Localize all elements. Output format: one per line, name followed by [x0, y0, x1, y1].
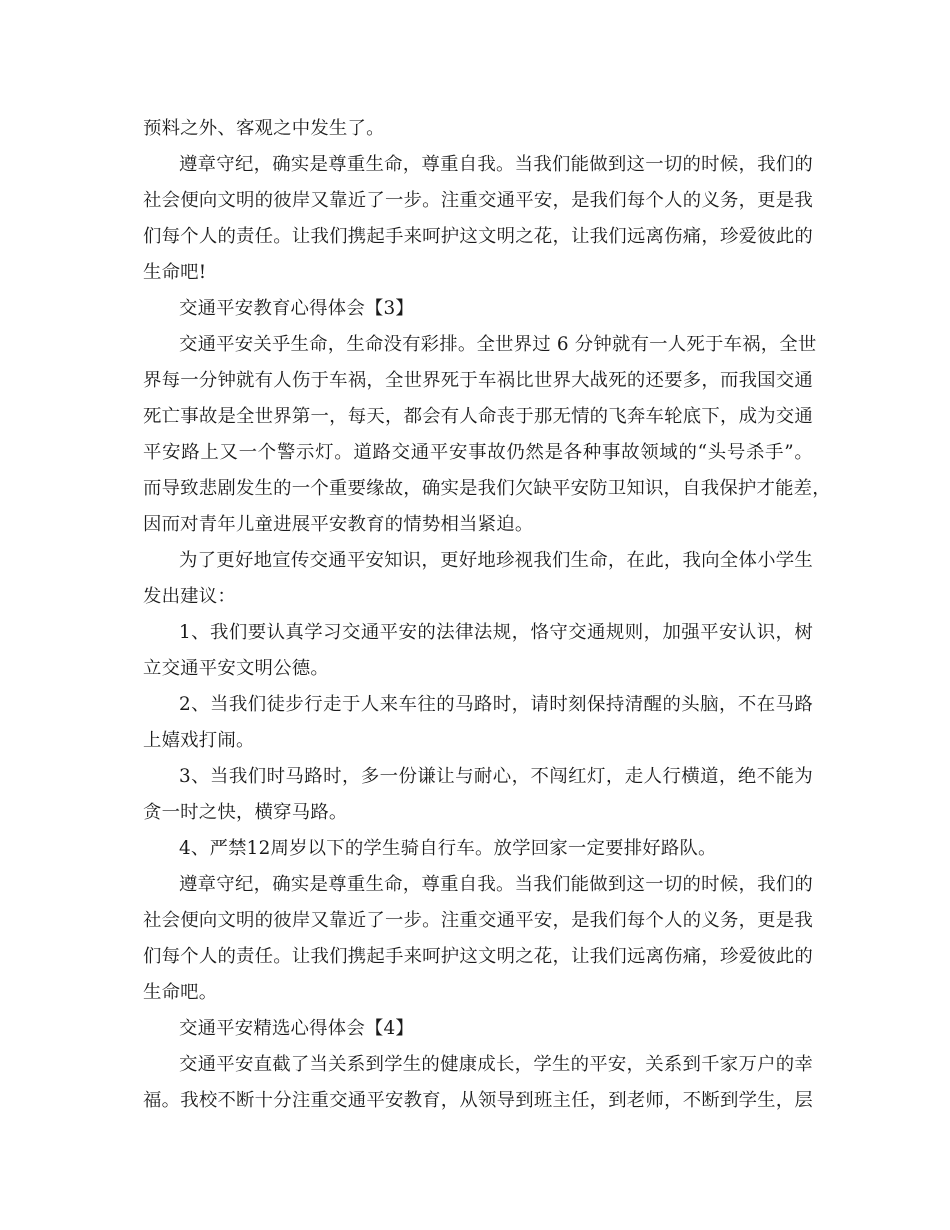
- text-line: 交通平安关乎生命，生命没有彩排。全世界过 6 分钟就有一人死于车祸，全世: [179, 334, 817, 355]
- text-line: 交通平安教育心得体会【3】: [179, 298, 414, 319]
- text-line: 社会便向文明的彼岸又靠近了一步。注重交通平安，是我们每个人的义务，更是我: [143, 910, 813, 931]
- text-line: 死亡事故是全世界第一，每天，都会有人命丧于那无情的飞奔车轮底下，成为交通: [143, 406, 813, 427]
- text-line: 社会便向文明的彼岸又靠近了一步。注重交通平安，是我们每个人的义务，更是我: [143, 190, 813, 211]
- text-line: 交通平安精选心得体会【4】: [179, 1018, 414, 1039]
- text-line: 遵章守纪，确实是尊重生命，尊重自我。当我们能做到这一切的时候，我们的: [179, 154, 813, 175]
- text-line: 遵章守纪，确实是尊重生命，尊重自我。当我们能做到这一切的时候，我们的: [179, 874, 813, 895]
- text-line: 立交通平安文明公德。: [143, 658, 329, 679]
- text-line: 生命吧!: [143, 262, 207, 283]
- text-line: 界每一分钟就有人伤于车祸，全世界死于车祸比世界大战死的还要多，而我国交通: [143, 370, 813, 391]
- text-line: 们每个人的责任。让我们携起手来呵护这文明之花，让我们远离伤痛，珍爱彼此的: [143, 946, 813, 967]
- document-body: [143, 111, 831, 1119]
- text-line: 因而对青年儿童进展平安教育的情势相当紧迫。: [143, 514, 534, 535]
- text-line: 们每个人的责任。让我们携起手来呵护这文明之花，让我们远离伤痛，珍爱彼此的: [143, 226, 813, 247]
- text-line: 上嬉戏打闹。: [143, 730, 255, 751]
- text-line: 4、严禁12周岁以下的学生骑自行车。放学回家一定要排好路队。: [179, 838, 717, 859]
- text-line: 而导致悲剧发生的一个重要缘故，确实是我们欠缺平安防卫知识，自我保护才能差，: [143, 478, 831, 499]
- text-line: 福。我校不断十分注重交通平安教育，从领导到班主任，到老师，不断到学生，层: [143, 1090, 813, 1111]
- text-line: 2、当我们徒步行走于人来车往的马路时，请时刻保持清醒的头脑，不在马路: [179, 694, 813, 715]
- text-line: 3、当我们时马路时，多一份谦让与耐心，不闯红灯，走人行横道，绝不能为: [179, 766, 813, 787]
- text-line: 平安路上又一个警示灯。道路交通平安事故仍然是各种事故领域的“头号杀手”。: [143, 442, 813, 463]
- text-line: 预料之外、客观之中发生了。: [143, 118, 385, 139]
- text-line: 交通平安直截了当关系到学生的健康成长，学生的平安，关系到千家万户的幸: [179, 1054, 813, 1075]
- text-line: 生命吧。: [143, 982, 218, 1003]
- text-line: 为了更好地宣传交通平安知识，更好地珍视我们生命，在此，我向全体小学生: [179, 550, 813, 571]
- text-line: 发出建议：: [143, 586, 236, 607]
- text-line: 1、我们要认真学习交通平安的法律法规，恪守交通规则，加强平安认识，树: [179, 622, 813, 643]
- text-line: 贪一时之快，横穿马路。: [143, 802, 348, 823]
